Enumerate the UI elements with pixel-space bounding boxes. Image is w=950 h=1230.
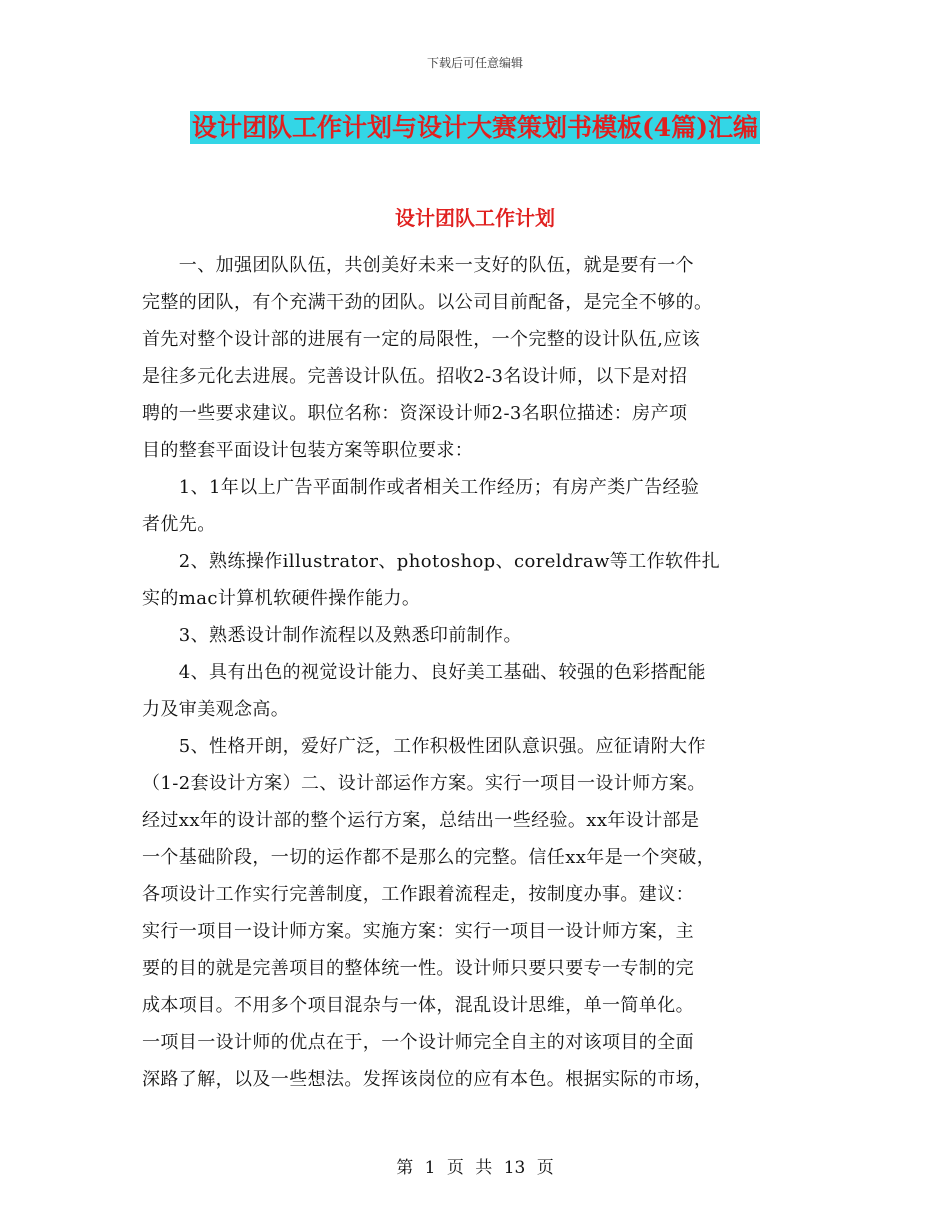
header-note: 下载后可任意编辑 xyxy=(426,56,523,70)
body-line: 各项设计工作实行完善制度，工作跟着流程走，按制度办事。建议： xyxy=(142,884,694,905)
document-title xyxy=(0,111,950,145)
body-line: 是往多元化去进展。完善设计队伍。招收2-3名设计师，以下是对招 xyxy=(142,366,688,387)
body-line: 1、1年以上广告平面制作或者相关工作经历；有房产类广告经验 xyxy=(142,477,700,498)
body-line: 2、熟练操作illustrator、photoshop、coreldraw等工作软件扎 xyxy=(142,551,721,572)
body-line: 完整的团队，有个充满干劲的团队。以公司目前配备，是完全不够的。 xyxy=(142,292,713,313)
body-line: 5、性格开朗，爱好广泛，工作积极性团队意识强。应征请附大作 xyxy=(142,736,706,757)
body-line: 深路了解，以及一些想法。发挥该岗位的应有本色。根据实际的市场， xyxy=(142,1069,713,1090)
body-line: 要的目的就是完善项目的整体统一性。设计师只要只要专一专制的完 xyxy=(142,958,694,979)
body-line: 聘的一些要求建议。职位名称：资深设计师2-3名职位描述：房产项 xyxy=(142,403,688,424)
body-text xyxy=(142,247,812,1098)
body-line: 一项目一设计师的优点在于，一个设计师完全自主的对该项目的全面 xyxy=(142,1032,694,1053)
body-line: 3、熟悉设计制作流程以及熟悉印前制作。 xyxy=(142,625,522,646)
body-line: 力及审美观念高。 xyxy=(142,699,290,720)
body-line: 首先对整个设计部的进展有一定的局限性，一个完整的设计队伍,应该 xyxy=(142,329,701,350)
body-line: 目的整套平面设计包装方案等职位要求： xyxy=(142,440,474,461)
body-line: 者优先。 xyxy=(142,514,216,535)
body-line: 一个基础阶段，一切的运作都不是那么的完整。信任xx年是一个突破， xyxy=(142,847,716,868)
body-line: 成本项目。不用多个项目混杂与一体，混乱设计思维，单一简单化。 xyxy=(142,995,694,1016)
body-line: 4、具有出色的视觉设计能力、良好美工基础、较强的色彩搭配能 xyxy=(142,662,706,683)
body-line: 实行一项目一设计师方案。实施方案：实行一项目一设计师方案，主 xyxy=(142,921,694,942)
page-number: 第 1 页 共 13 页 xyxy=(396,1158,554,1178)
section-title: 设计团队工作计划 xyxy=(395,206,555,230)
body-line: （1-2套设计方案）二、设计部运作方案。实行一项目一设计师方案。 xyxy=(142,773,706,794)
body-line: 一、加强团队队伍，共创美好未来一支好的队伍，就是要有一个 xyxy=(142,255,694,276)
body-line: 实的mac计算机软硬件操作能力。 xyxy=(142,588,421,609)
body-line: 经过xx年的设计部的整个运行方案，总结出一些经验。xx年设计部是 xyxy=(142,810,700,831)
document-title-text: 设计团队工作计划与设计大赛策划书模板(4篇)汇编 xyxy=(191,113,759,142)
